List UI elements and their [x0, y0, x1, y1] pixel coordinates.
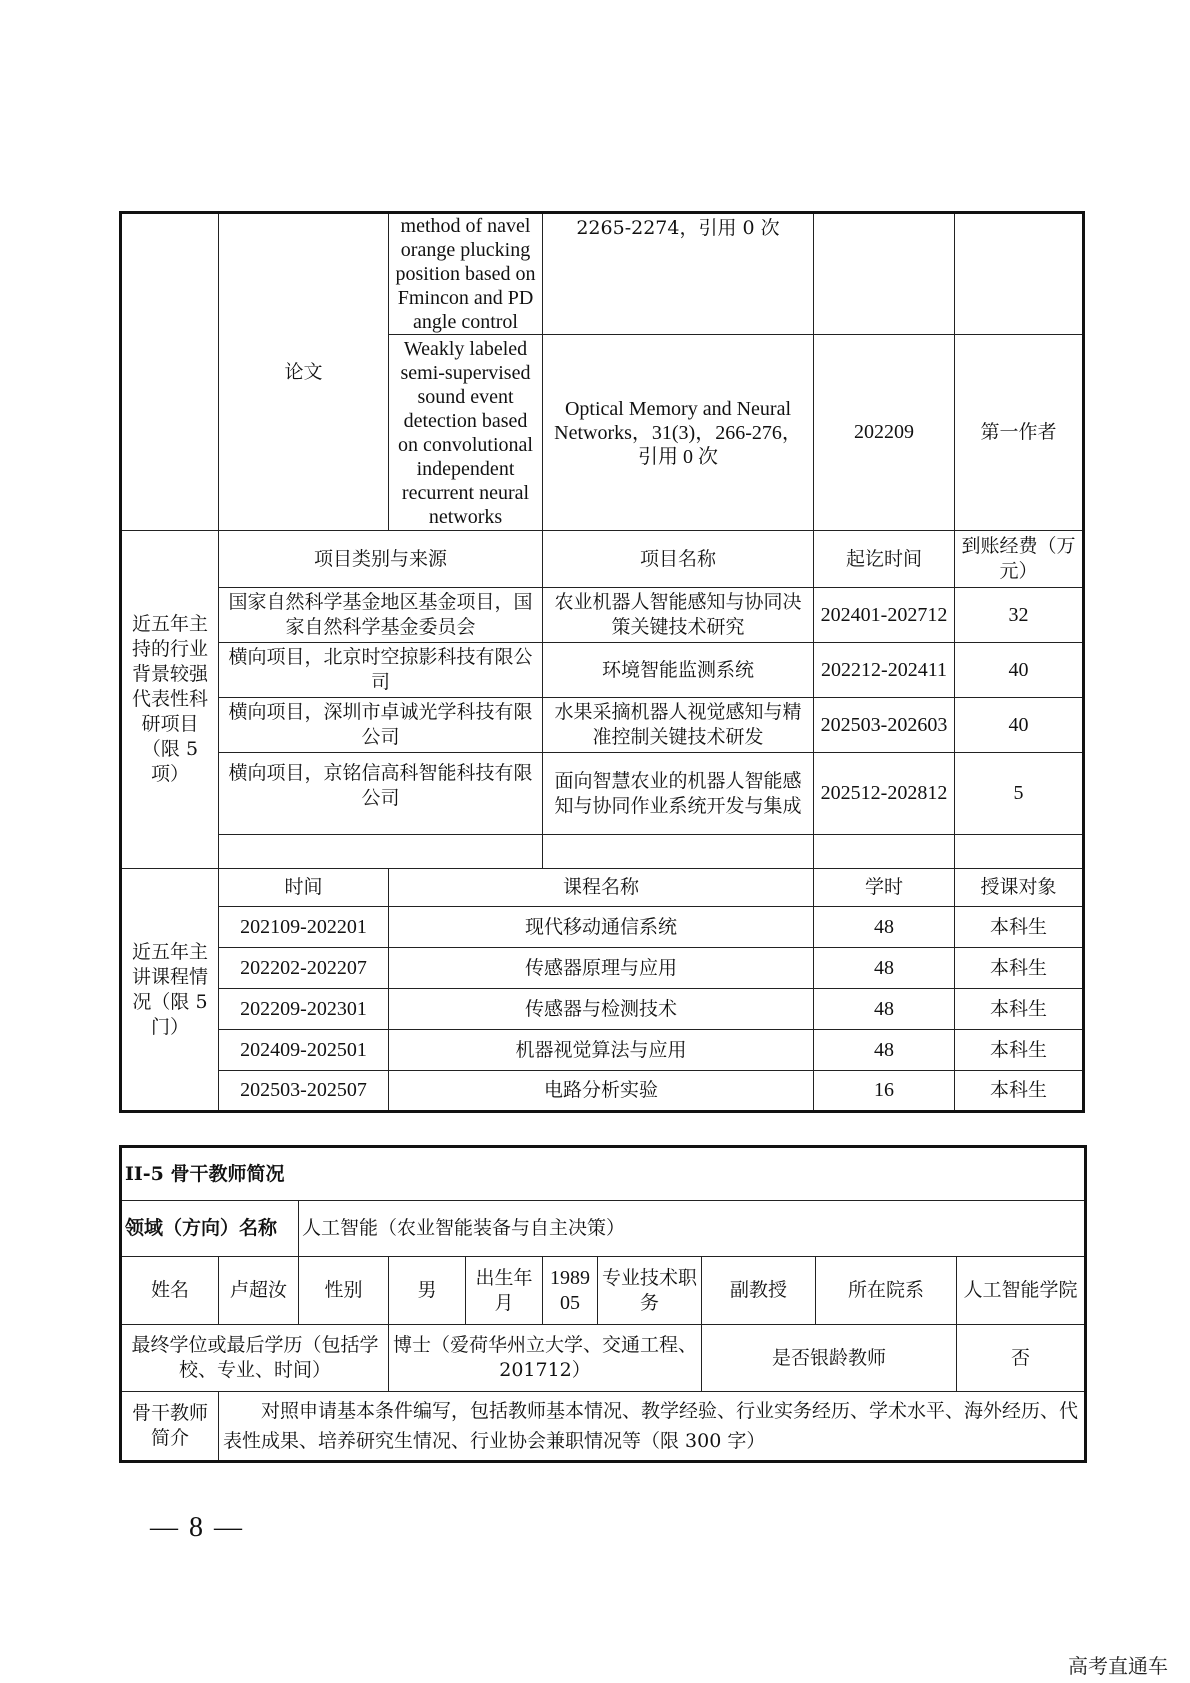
paper-type: 论文 [284, 360, 323, 383]
name-label: 姓名 [121, 1257, 219, 1325]
courses-header-audience: 授课对象 [955, 869, 1084, 907]
project-funding: 40 [955, 643, 1084, 698]
course-row [121, 948, 1084, 989]
dept-label: 所在院系 [816, 1257, 957, 1325]
project-period: 202512-202812 [814, 753, 955, 835]
page-number: — 8 — [150, 1512, 244, 1543]
course-audience: 本科生 [955, 907, 1084, 948]
project-row [121, 753, 1084, 835]
courses-section-label: 近五年主讲课程情况（限 5 门） [121, 869, 219, 1112]
course-audience: 本科生 [955, 1030, 1084, 1071]
degree-row [121, 1325, 1086, 1392]
degree-label: 最终学位或最后学历（包括学校、专业、时间） [121, 1325, 389, 1392]
gender-label: 性别 [299, 1257, 389, 1325]
project-funding: 40 [955, 698, 1084, 753]
field-value: 人工智能（农业智能装备与自主决策） [299, 1201, 1086, 1257]
birth-label: 出生年月 [466, 1257, 543, 1325]
course-time: 202109-202201 [219, 907, 389, 948]
project-name: 环境智能监测系统 [543, 643, 814, 698]
paper-role: 第一作者 [980, 421, 1057, 443]
paper-date-cell [814, 335, 955, 531]
project-source: 国家自然科学基金地区基金项目，国家自然科学基金委员会 [219, 588, 543, 643]
paper-date: 202209 [854, 421, 914, 443]
course-hours: 16 [814, 1071, 955, 1112]
project-period: 202401-202712 [814, 588, 955, 643]
course-audience: 本科生 [955, 1071, 1084, 1112]
section-title-row [121, 1147, 1086, 1201]
title-value: 副教授 [702, 1257, 816, 1325]
course-hours: 48 [814, 948, 955, 989]
project-funding: 32 [955, 588, 1084, 643]
course-hours: 48 [814, 907, 955, 948]
course-name: 现代移动通信系统 [389, 907, 814, 948]
watermark: 高考直通车 [1068, 1654, 1168, 1678]
paper-role-cell [955, 335, 1084, 531]
paper-title: Weakly labeled semi-supervised sound event detection based on convolutional independent recurrent neural networks [398, 337, 533, 528]
project-row [121, 698, 1084, 753]
projects-header-source: 项目类别与来源 [219, 531, 543, 588]
dept-value: 人工智能学院 [957, 1257, 1086, 1325]
course-name: 机器视觉算法与应用 [389, 1030, 814, 1071]
paper-source-cell [543, 335, 814, 531]
paper-title-cell [389, 213, 543, 335]
project-name: 水果采摘机器人视觉感知与精准控制关键技术研发 [543, 698, 814, 753]
paper-source: 2265-2274，引用 0 次 [576, 217, 780, 239]
course-name: 电路分析实验 [389, 1071, 814, 1112]
course-audience: 本科生 [955, 989, 1084, 1030]
course-row [121, 989, 1084, 1030]
paper-source-cell [543, 213, 814, 335]
course-hours: 48 [814, 989, 955, 1030]
course-audience: 本科生 [955, 948, 1084, 989]
course-time: 202209-202301 [219, 989, 389, 1030]
name-value: 卢超汝 [219, 1257, 299, 1325]
course-name: 传感器原理与应用 [389, 948, 814, 989]
title-label: 专业技术职 务 [598, 1257, 702, 1325]
projects-header-name: 项目名称 [543, 531, 814, 588]
project-name: 面向智慧农业的机器人智能感知与协同作业系统开发与集成 [543, 753, 814, 835]
intro-row [121, 1392, 1086, 1462]
paper-title-cell [389, 335, 543, 531]
project-row [121, 643, 1084, 698]
project-empty-row [121, 835, 1084, 869]
birth-value: 1989 05 [543, 1257, 598, 1325]
courses-header-row [121, 869, 1084, 907]
paper-date-cell [814, 213, 955, 335]
paper-row [121, 213, 1084, 335]
projects-header-period: 起讫时间 [814, 531, 955, 588]
project-row [121, 588, 1084, 643]
courses-header-name: 课程名称 [389, 869, 814, 907]
course-row [121, 1071, 1084, 1112]
section-title: II-5 骨干教师简况 [121, 1147, 1086, 1201]
silver-label: 是否银龄教师 [702, 1325, 957, 1392]
course-name: 传感器与检测技术 [389, 989, 814, 1030]
paper-type-cell [219, 213, 389, 531]
project-source: 横向项目，深圳市卓诚光学科技有限公司 [219, 698, 543, 753]
projects-header-row [121, 531, 1084, 588]
courses-header-time: 时间 [219, 869, 389, 907]
project-period: 202503-202603 [814, 698, 955, 753]
intro-label: 骨干教师简介 [121, 1392, 219, 1462]
degree-value: 博士（爱荷华州立大学、交通工程、201712） [389, 1325, 702, 1392]
courses-header-hours: 学时 [814, 869, 955, 907]
project-name: 农业机器人智能感知与协同决策关键技术研究 [543, 588, 814, 643]
course-time: 202503-202507 [219, 1071, 389, 1112]
project-source: 横向项目，京铭信高科智能科技有限公司 [219, 753, 543, 835]
course-time: 202202-202207 [219, 948, 389, 989]
basic-info-row [121, 1257, 1086, 1325]
teacher-profile-table [119, 1145, 1087, 1463]
paper-left-blank [121, 213, 219, 531]
project-source: 横向项目，北京时空掠影科技有限公司 [219, 643, 543, 698]
gender-value: 男 [389, 1257, 466, 1325]
paper-title: method of navel orange plucking position based on Fmincon and PD angle control [395, 215, 536, 333]
course-row [121, 1030, 1084, 1071]
silver-value: 否 [957, 1325, 1086, 1392]
project-period: 202212-202411 [814, 643, 955, 698]
paper-source: Optical Memory and Neural Networks，31(3)，266-276，引用 0 次 [554, 397, 802, 468]
course-row [121, 907, 1084, 948]
course-hours: 48 [814, 1030, 955, 1071]
field-row [121, 1201, 1086, 1257]
project-funding: 5 [955, 753, 1084, 835]
intro-text[interactable]: 对照申请基本条件编写，包括教师基本情况、教学经验、行业实务经历、学术水平、海外经历、代表性成果、培养研究生情况、行业协会兼职情况等（限 300 字） [219, 1392, 1086, 1462]
projects-header-funding: 到账经费（万元） [955, 531, 1084, 588]
field-label: 领域（方向）名称 [121, 1201, 299, 1257]
paper-role-cell [955, 213, 1084, 335]
course-time: 202409-202501 [219, 1030, 389, 1071]
projects-section-label: 近五年主持的行业背景较强代表性科研项目（限 5 项） [121, 531, 219, 869]
research-teaching-table [119, 211, 1085, 1113]
